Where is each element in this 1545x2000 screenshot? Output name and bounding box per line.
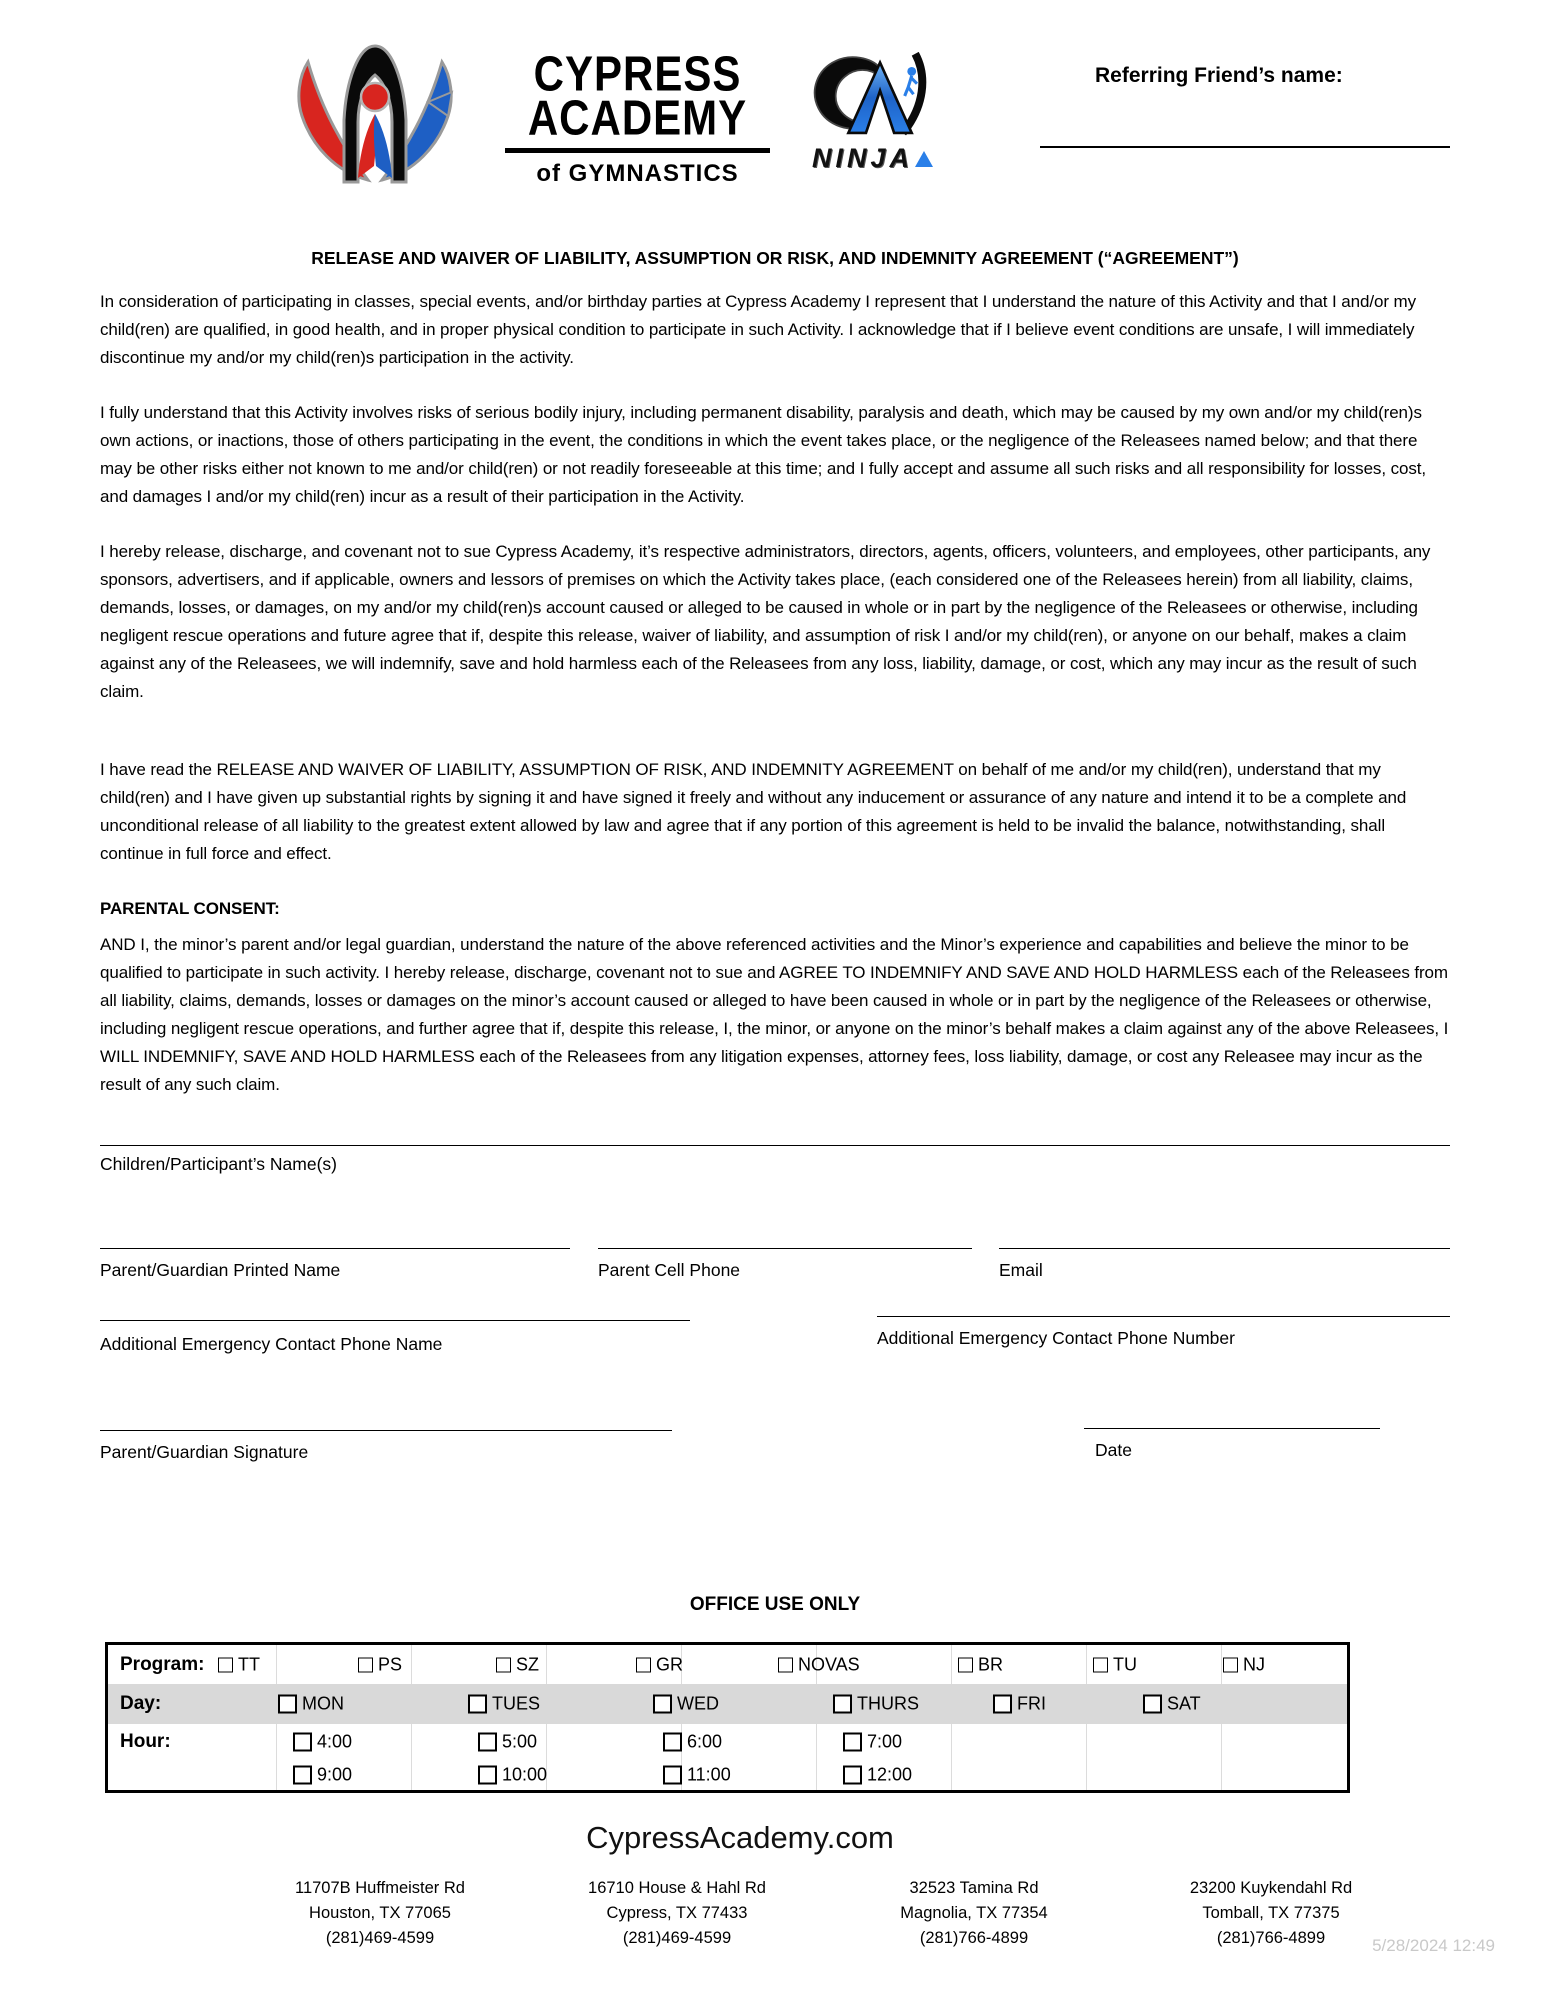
academy-word: ACADEMY: [527, 89, 748, 146]
location-city: Cypress, TX 77433: [606, 1904, 748, 1922]
gymnastics-figure-logo-icon: [270, 40, 480, 190]
page-header: [0, 0, 1545, 220]
program-option-label: PS: [378, 1654, 403, 1674]
printed-name-line[interactable]: [100, 1248, 570, 1249]
program-option-label: NOVAS: [798, 1654, 860, 1674]
checkbox-day-fri[interactable]: [993, 1695, 1012, 1714]
paragraph-acknowledgement: I have read the RELEASE AND WAIVER OF LIABILITY, ASSUMPTION OF RISK, AND INDEMNITY AGREEMENT on behalf of me and/or my child(ren), understand that my child(ren) and I have given up substantial rights by signing it and have signed it freely and without any inducement or assurance of any nature and intend it to be a complete and unconditional release of all liability to the greatest extent allowed by law and agree that if any portion of this agreement is held to be invalid the balance, notwithstanding, shall continue in full force and effect.: [100, 760, 1407, 863]
referring-friend-line[interactable]: [1040, 118, 1450, 148]
location-city: Houston, TX 77065: [309, 1904, 451, 1922]
checkbox-hour-4[interactable]: [293, 1732, 312, 1751]
checkbox-program-ps[interactable]: [358, 1657, 373, 1672]
wordmark-underline: [505, 148, 770, 153]
program-row-label: Program:: [120, 1653, 205, 1675]
checkbox-day-thurs[interactable]: [833, 1695, 852, 1714]
location-address: 23200 Kuykendahl Rd: [1189, 1879, 1353, 1897]
ca-ninja-logo: [790, 52, 955, 174]
checkbox-hour-10[interactable]: [478, 1765, 497, 1784]
date-line[interactable]: [1084, 1428, 1380, 1429]
signature-label: Parent/Guardian Signature: [100, 1442, 309, 1462]
children-names-label: Children/Participant’s Name(s): [100, 1154, 337, 1174]
ninja-word: NINJA: [790, 143, 955, 174]
signature-line[interactable]: [100, 1430, 672, 1431]
day-row: [108, 1684, 1347, 1724]
cell-phone-label: Parent Cell Phone: [598, 1260, 741, 1280]
cypress-academy-wordmark: [505, 45, 770, 188]
print-timestamp: 5/28/2024 12:49: [1372, 1936, 1495, 1955]
location-address: 16710 House & Hahl Rd: [588, 1879, 766, 1897]
day-option-label: WED: [677, 1693, 719, 1714]
printed-name-label: Parent/Guardian Printed Name: [100, 1260, 341, 1280]
checkbox-day-wed[interactable]: [653, 1695, 672, 1714]
emergency-number-line[interactable]: [877, 1316, 1450, 1317]
hour-option-label: 4:00: [317, 1731, 353, 1751]
office-use-heading: OFFICE USE ONLY: [689, 1594, 861, 1615]
emergency-name-label: Additional Emergency Contact Phone Name: [100, 1334, 443, 1354]
paragraph-risks: I fully understand that this Activity involves risks of serious bodily injury, including permanent disability, paralysis and death, which may be caused by my own and/or my child(ren)s own actions, or inactions, those of others participating in the event, the conditions in which the event takes place, or the negligence of the Releasees named below; and that there may be other risks either not known to me and/or child(ren) or not readily foreseeable at this time; and I fully accept and assume all such risks and all responsibility for losses, cost, and damages I and/or my child(ren) incur as a result of their participation in the Activity.: [100, 403, 1426, 506]
checkbox-program-novas[interactable]: [778, 1657, 793, 1672]
checkbox-hour-5[interactable]: [478, 1732, 497, 1751]
ca-ninja-mark-icon: [793, 52, 953, 140]
location-phone: (281)766-4899: [1216, 1929, 1326, 1947]
location-address: 32523 Tamina Rd: [909, 1879, 1039, 1897]
checkbox-day-mon[interactable]: [278, 1695, 297, 1714]
hour-option-label: 6:00: [687, 1731, 723, 1751]
parental-consent-heading: PARENTAL CONSENT:: [100, 899, 280, 918]
cypress-word: CYPRESS: [533, 45, 742, 102]
program-option-label: BR: [978, 1654, 1004, 1674]
emergency-number-label: Additional Emergency Contact Phone Number: [877, 1328, 1235, 1348]
location-phone: (281)766-4899: [919, 1929, 1029, 1947]
checkbox-program-tu[interactable]: [1093, 1657, 1108, 1672]
agreement-body: [100, 288, 1452, 1126]
checkbox-program-sz[interactable]: [496, 1657, 511, 1672]
children-names-line[interactable]: [100, 1145, 1450, 1146]
hour-option-label: 9:00: [317, 1764, 353, 1784]
day-row-label: Day:: [120, 1693, 162, 1714]
website-url: CypressAcademy.com: [586, 1820, 894, 1855]
location-city: Magnolia, TX 77354: [900, 1904, 1048, 1922]
referring-friend-label: Referring Friend’s name:: [1095, 64, 1343, 87]
program-option-label: NJ: [1243, 1654, 1265, 1674]
day-option-label: FRI: [1017, 1693, 1046, 1714]
program-row: [108, 1645, 1347, 1684]
of-gymnastics-word: of GYMNASTICS: [536, 160, 739, 187]
paragraph-release: I hereby release, discharge, and covenant not to sue Cypress Academy, it’s respective administrators, directors, agents, officers, volunteers, and employees, other participants, any sponsors, advertisers, and if applicable, owners and lessors of premises on which the Activity takes place, (each considered one of the Releasees herein) from all liability, claims, demands, losses, or damages, on my and/or my child(ren)s account caused or alleged to be caused in whole or in part by the negligence of the Releasees or otherwise, including negligent rescue operations and future agree that if, despite this release, waiver of liability, and assumption of risk I and/or my child(ren), or anyone on our behalf, makes a claim against any of the Releasees, we will indemnify, save and hold harmless each of the Releasees from any loss, liability, damage, or cost, which any may incur as the result of such claim.: [100, 542, 1431, 701]
checkbox-hour-7[interactable]: [843, 1732, 862, 1751]
location-city: Tomball, TX 77375: [1202, 1904, 1340, 1922]
checkbox-hour-12[interactable]: [843, 1765, 862, 1784]
hour-option-label: 7:00: [867, 1731, 903, 1751]
location-address: 11707B Huffmeister Rd: [295, 1879, 465, 1897]
checkbox-hour-9[interactable]: [293, 1765, 312, 1784]
office-use-table: [105, 1642, 1350, 1793]
hour-option-label: 5:00: [502, 1731, 538, 1751]
day-option-label: SAT: [1167, 1693, 1201, 1714]
checkbox-program-gr[interactable]: [636, 1657, 651, 1672]
hour-option-label: 12:00: [867, 1764, 913, 1784]
location-phone: (281)469-4599: [325, 1929, 435, 1947]
location-phone: (281)469-4599: [622, 1929, 732, 1947]
day-option-label: TUES: [492, 1693, 541, 1714]
hour-option-label: 11:00: [687, 1764, 731, 1784]
hour-row-label: Hour:: [120, 1730, 171, 1752]
day-option-label: MON: [302, 1693, 344, 1714]
location-house-hahl: [532, 1876, 822, 1951]
checkbox-hour-6[interactable]: [663, 1732, 682, 1751]
hour-row-2: [108, 1759, 1347, 1790]
email-line[interactable]: [999, 1248, 1450, 1249]
program-option-label: GR: [656, 1654, 683, 1674]
checkbox-program-br[interactable]: [958, 1657, 973, 1672]
checkbox-program-nj[interactable]: [1223, 1657, 1238, 1672]
location-huffmeister: [235, 1876, 525, 1951]
paragraph-consideration: In consideration of participating in classes, special events, and/or birthday parties at Cypress Academy I represent that I understand the nature of this Activity and that I and/or my child(ren) are qualified, in good health, and in proper physical condition to participate in such Activity. I acknowledge that if I believe event conditions are unsafe, I will immediately discontinue my and/or my child(ren)s participation in the activity.: [100, 292, 1416, 367]
date-label: Date: [1095, 1440, 1132, 1460]
program-option-label: TT: [238, 1654, 260, 1674]
checkbox-day-tues[interactable]: [468, 1695, 487, 1714]
checkbox-program-tt[interactable]: [218, 1657, 233, 1672]
agreement-title: RELEASE AND WAIVER OF LIABILITY, ASSUMPTION OR RISK, AND INDEMNITY AGREEMENT (“AGREEMENT”): [311, 248, 1239, 268]
location-tamina: [829, 1876, 1119, 1951]
cell-phone-line[interactable]: [598, 1248, 972, 1249]
hour-option-label: 10:00: [502, 1764, 548, 1784]
checkbox-hour-11[interactable]: [663, 1765, 682, 1784]
email-label: Email: [999, 1260, 1043, 1280]
ninja-triangle-icon: [915, 151, 933, 167]
hour-row-1: [108, 1724, 1347, 1759]
paragraph-parental-consent: AND I, the minor’s parent and/or legal guardian, understand the nature of the above referenced activities and the Minor’s experience and capabilities and believe the minor to be qualified to participate in such activity. I hereby release, discharge, covenant not to sue and AGREE TO INDEMNIFY AND SAVE AND HOLD HARMLESS each of the Releasees from all liability, claims, demands, losses or damages on the minor’s account caused or alleged to have been caused in whole or in part by the negligence of the Releasees or otherwise, including negligent rescue operations, and further agree that if, despite this release, I, the minor, or anyone on the minor’s behalf makes a claim against any of the above Releasees, I WILL INDEMNIFY, SAVE AND HOLD HARMLESS each of the Releasees from any litigation expenses, attorney fees, loss liability, damage, or cost any Releasee may incur as the result of any such claim.: [100, 935, 1449, 1094]
emergency-name-line[interactable]: [100, 1320, 690, 1321]
checkbox-day-sat[interactable]: [1143, 1695, 1162, 1714]
day-option-label: THURS: [857, 1693, 919, 1714]
program-option-label: TU: [1113, 1654, 1137, 1674]
program-option-label: SZ: [516, 1654, 540, 1674]
